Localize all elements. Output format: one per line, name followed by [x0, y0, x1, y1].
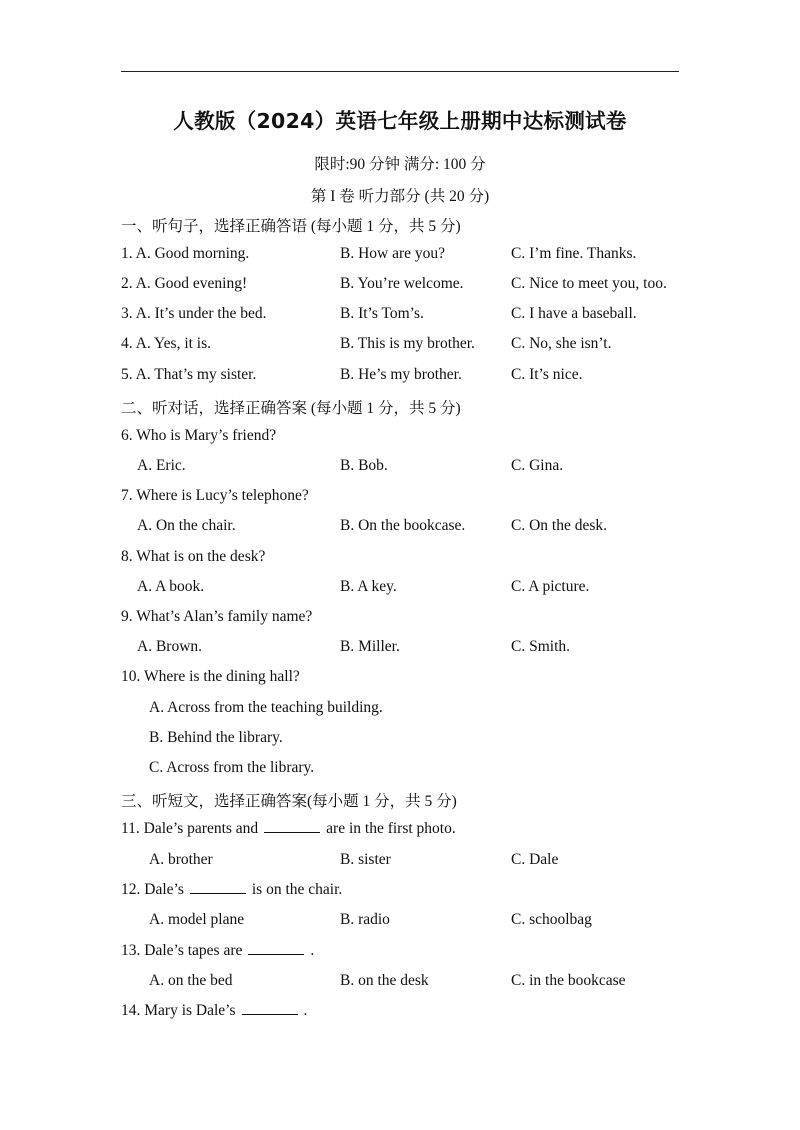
page-title: 人教版（2024）英语七年级上册期中达标测试卷 [173, 109, 627, 133]
option-a: A. Brown. [137, 638, 203, 655]
option-c: C. schoolbag [511, 911, 592, 928]
option-c: C. It’s nice. [511, 366, 583, 383]
option-c: C. Across from the library. [149, 759, 315, 776]
answer-blank [242, 1002, 298, 1015]
option-b: B. A key. [340, 578, 397, 595]
answer-blank [190, 881, 246, 894]
option-b: B. radio [340, 911, 390, 928]
question [121, 942, 314, 960]
question: 7. Where is Lucy’s telephone? [121, 487, 309, 504]
option-a: 5. A. That’s my sister. [121, 366, 257, 383]
option-c: C. I’m fine. Thanks. [511, 245, 637, 262]
option-c: C. in the bookcase [511, 972, 626, 989]
option-a: 4. A. Yes, it is. [121, 335, 212, 352]
option-a: A. brother [149, 851, 213, 868]
question: 8. What is on the desk? [121, 548, 266, 565]
option-b: B. It’s Tom’s. [340, 305, 424, 322]
section3-heading: 三、听短文，选择正确答案(每小题 1 分，共 5 分) [121, 793, 457, 810]
question-text: are in the first photo. [326, 820, 456, 837]
question-text: 13. Dale’s tapes are [121, 942, 243, 959]
option-c: C. Smith. [511, 638, 571, 655]
answer-blank [248, 942, 304, 955]
option-b: B. on the desk [340, 972, 429, 989]
option-a: A. On the chair. [137, 517, 236, 534]
time-score: 限时:90 分钟 满分: 100 分 [314, 156, 486, 173]
question: 6. Who is Mary’s friend? [121, 427, 277, 444]
option-a: A. on the bed [149, 972, 233, 989]
option-b: B. How are you? [340, 245, 446, 262]
question-text: 14. Mary is Dale’s [121, 1002, 236, 1019]
option-a: A. Eric. [137, 457, 186, 474]
option-b: B. This is my brother. [340, 335, 475, 352]
option-c: C. I have a baseball. [511, 305, 637, 322]
option-c: C. Dale [511, 851, 559, 868]
option-c: C. Nice to meet you, too. [511, 275, 667, 292]
option-b: B. Behind the library. [149, 729, 283, 746]
option-a: A. A book. [137, 578, 205, 595]
option-c: C. Gina. [511, 457, 564, 474]
option-b: B. sister [340, 851, 391, 868]
question-text: . [303, 1002, 308, 1019]
question [121, 881, 342, 899]
top-rule [121, 71, 679, 72]
question [121, 820, 456, 838]
option-a: A. model plane [149, 911, 245, 928]
part-title: 第 I 卷 听力部分 (共 20 分) [310, 188, 490, 205]
option-a: 1. A. Good morning. [121, 245, 250, 262]
option-a: 3. A. It’s under the bed. [121, 305, 267, 322]
question: 9. What’s Alan’s family name? [121, 608, 313, 625]
section2-heading: 二、听对话，选择正确答案 (每小题 1 分，共 5 分) [121, 400, 461, 417]
option-b: B. You’re welcome. [340, 275, 464, 292]
question-text: is on the chair. [251, 881, 343, 898]
option-b: B. He’s my brother. [340, 366, 462, 383]
question-text: . [310, 942, 315, 959]
option-c: C. On the desk. [511, 517, 608, 534]
option-c: C. No, she isn’t. [511, 335, 612, 352]
option-a: 2. A. Good evening! [121, 275, 248, 292]
question-text: 12. Dale’s [121, 881, 184, 898]
option-b: B. Miller. [340, 638, 400, 655]
question: 10. Where is the dining hall? [121, 668, 300, 685]
question [121, 1002, 307, 1020]
option-b: B. On the bookcase. [340, 517, 466, 534]
section1-heading: 一、听句子，选择正确答语 (每小题 1 分，共 5 分) [121, 218, 461, 235]
question-text: 11. Dale’s parents and [121, 820, 259, 837]
option-c: C. A picture. [511, 578, 590, 595]
option-b: B. Bob. [340, 457, 388, 474]
answer-blank [264, 820, 320, 833]
option-a: A. Across from the teaching building. [149, 699, 383, 716]
